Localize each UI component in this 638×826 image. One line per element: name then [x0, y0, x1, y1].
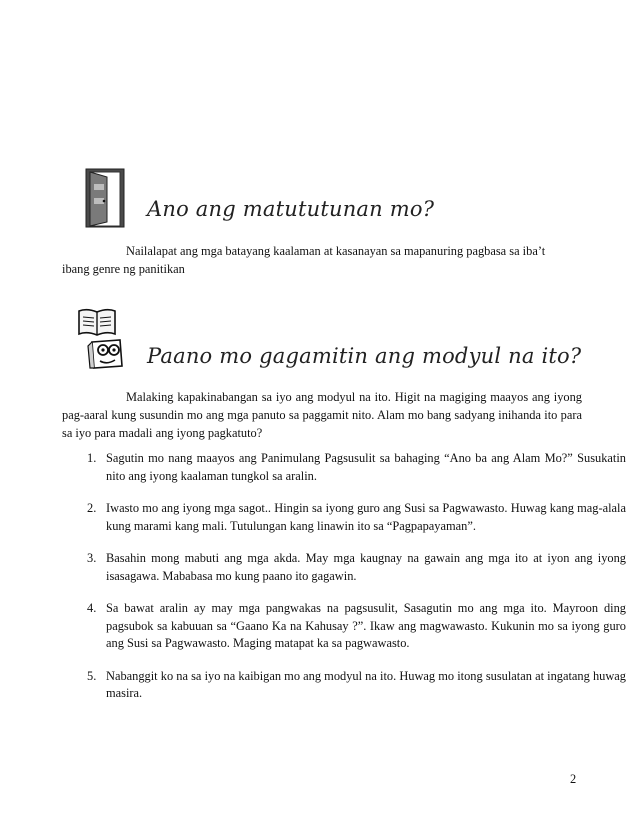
- instructions-list: [62, 450, 626, 718]
- instruction-text: Sa bawat aralin ay may mga pangwakas na pagsusulit, Sasagutin mo ang mga ito. Mayroon ding pagsubok sa kabuuan sa “Gaano Ka na Kahusay ?”. Ikaw ang magwawasto. Kukunin mo sa iyong guro ang Susi sa Pagwawasto. Maging matapat ka sa pagwawasto.: [106, 601, 626, 650]
- reader-icon: [86, 336, 126, 370]
- open-book-icon: [77, 307, 117, 337]
- page-number: 2: [570, 772, 577, 786]
- instruction-number: 2.: [87, 501, 97, 515]
- instruction-number: 5.: [87, 668, 97, 683]
- section-title-paano: Paano mo gagamitin ang modyul na ito?: [147, 344, 582, 368]
- section1-body-line2: ibang genre ng panitikan: [62, 262, 185, 276]
- instruction-number: 1.: [87, 451, 97, 465]
- instruction-item: [87, 450, 626, 485]
- instruction-number: 3.: [87, 551, 97, 565]
- section-title-matututunan: Ano ang matututunan mo?: [147, 197, 435, 221]
- door-icon: [85, 168, 125, 228]
- instruction-number: 4.: [87, 601, 97, 615]
- section2-intro: Malaking kapakinabangan sa iyo ang modyul na ito. Higit na magiging maayos ang iyong pag-aaral kung susundin mo ang mga panuto sa paggamit nito. Alam mo bang sadyang inihanda ito para sa iyo para madali ang iyong pagkatuto?: [62, 390, 582, 440]
- instruction-text: Sagutin mo nang maayos ang Panimulang Pagsusulit sa bahaging “Ano ba ang Alam Mo?” Susukatin nito ang iyong kaalaman tungkol sa aralin.: [106, 451, 626, 483]
- instruction-item: [87, 550, 626, 585]
- instruction-item: [87, 668, 626, 703]
- instruction-item: [87, 600, 626, 653]
- instruction-text: Iwasto mo ang iyong mga sagot.. Hingin sa iyong guro ang Susi sa Pagwawasto. Huwag kang mag-alala kung marami kang mali. Tutulungan kang linawin ito sa “Pagpapayaman”.: [106, 501, 626, 533]
- instruction-text: Basahin mong mabuti ang mga akda. May mga kaugnay na gawain ang mga ito at iyon ang iyong isasagawa. Mababasa mo kung paano ito gagawin.: [106, 551, 626, 583]
- instruction-item: [87, 500, 626, 535]
- instruction-text: Nabanggit ko na sa iyo na kaibigan mo ang modyul na ito. Huwag mo itong susulatan at ingatang huwag masira.: [106, 668, 626, 700]
- section1-body-line1: Nailalapat ang mga batayang kaalaman at kasanayan sa mapanuring pagbasa sa iba’t: [126, 244, 546, 258]
